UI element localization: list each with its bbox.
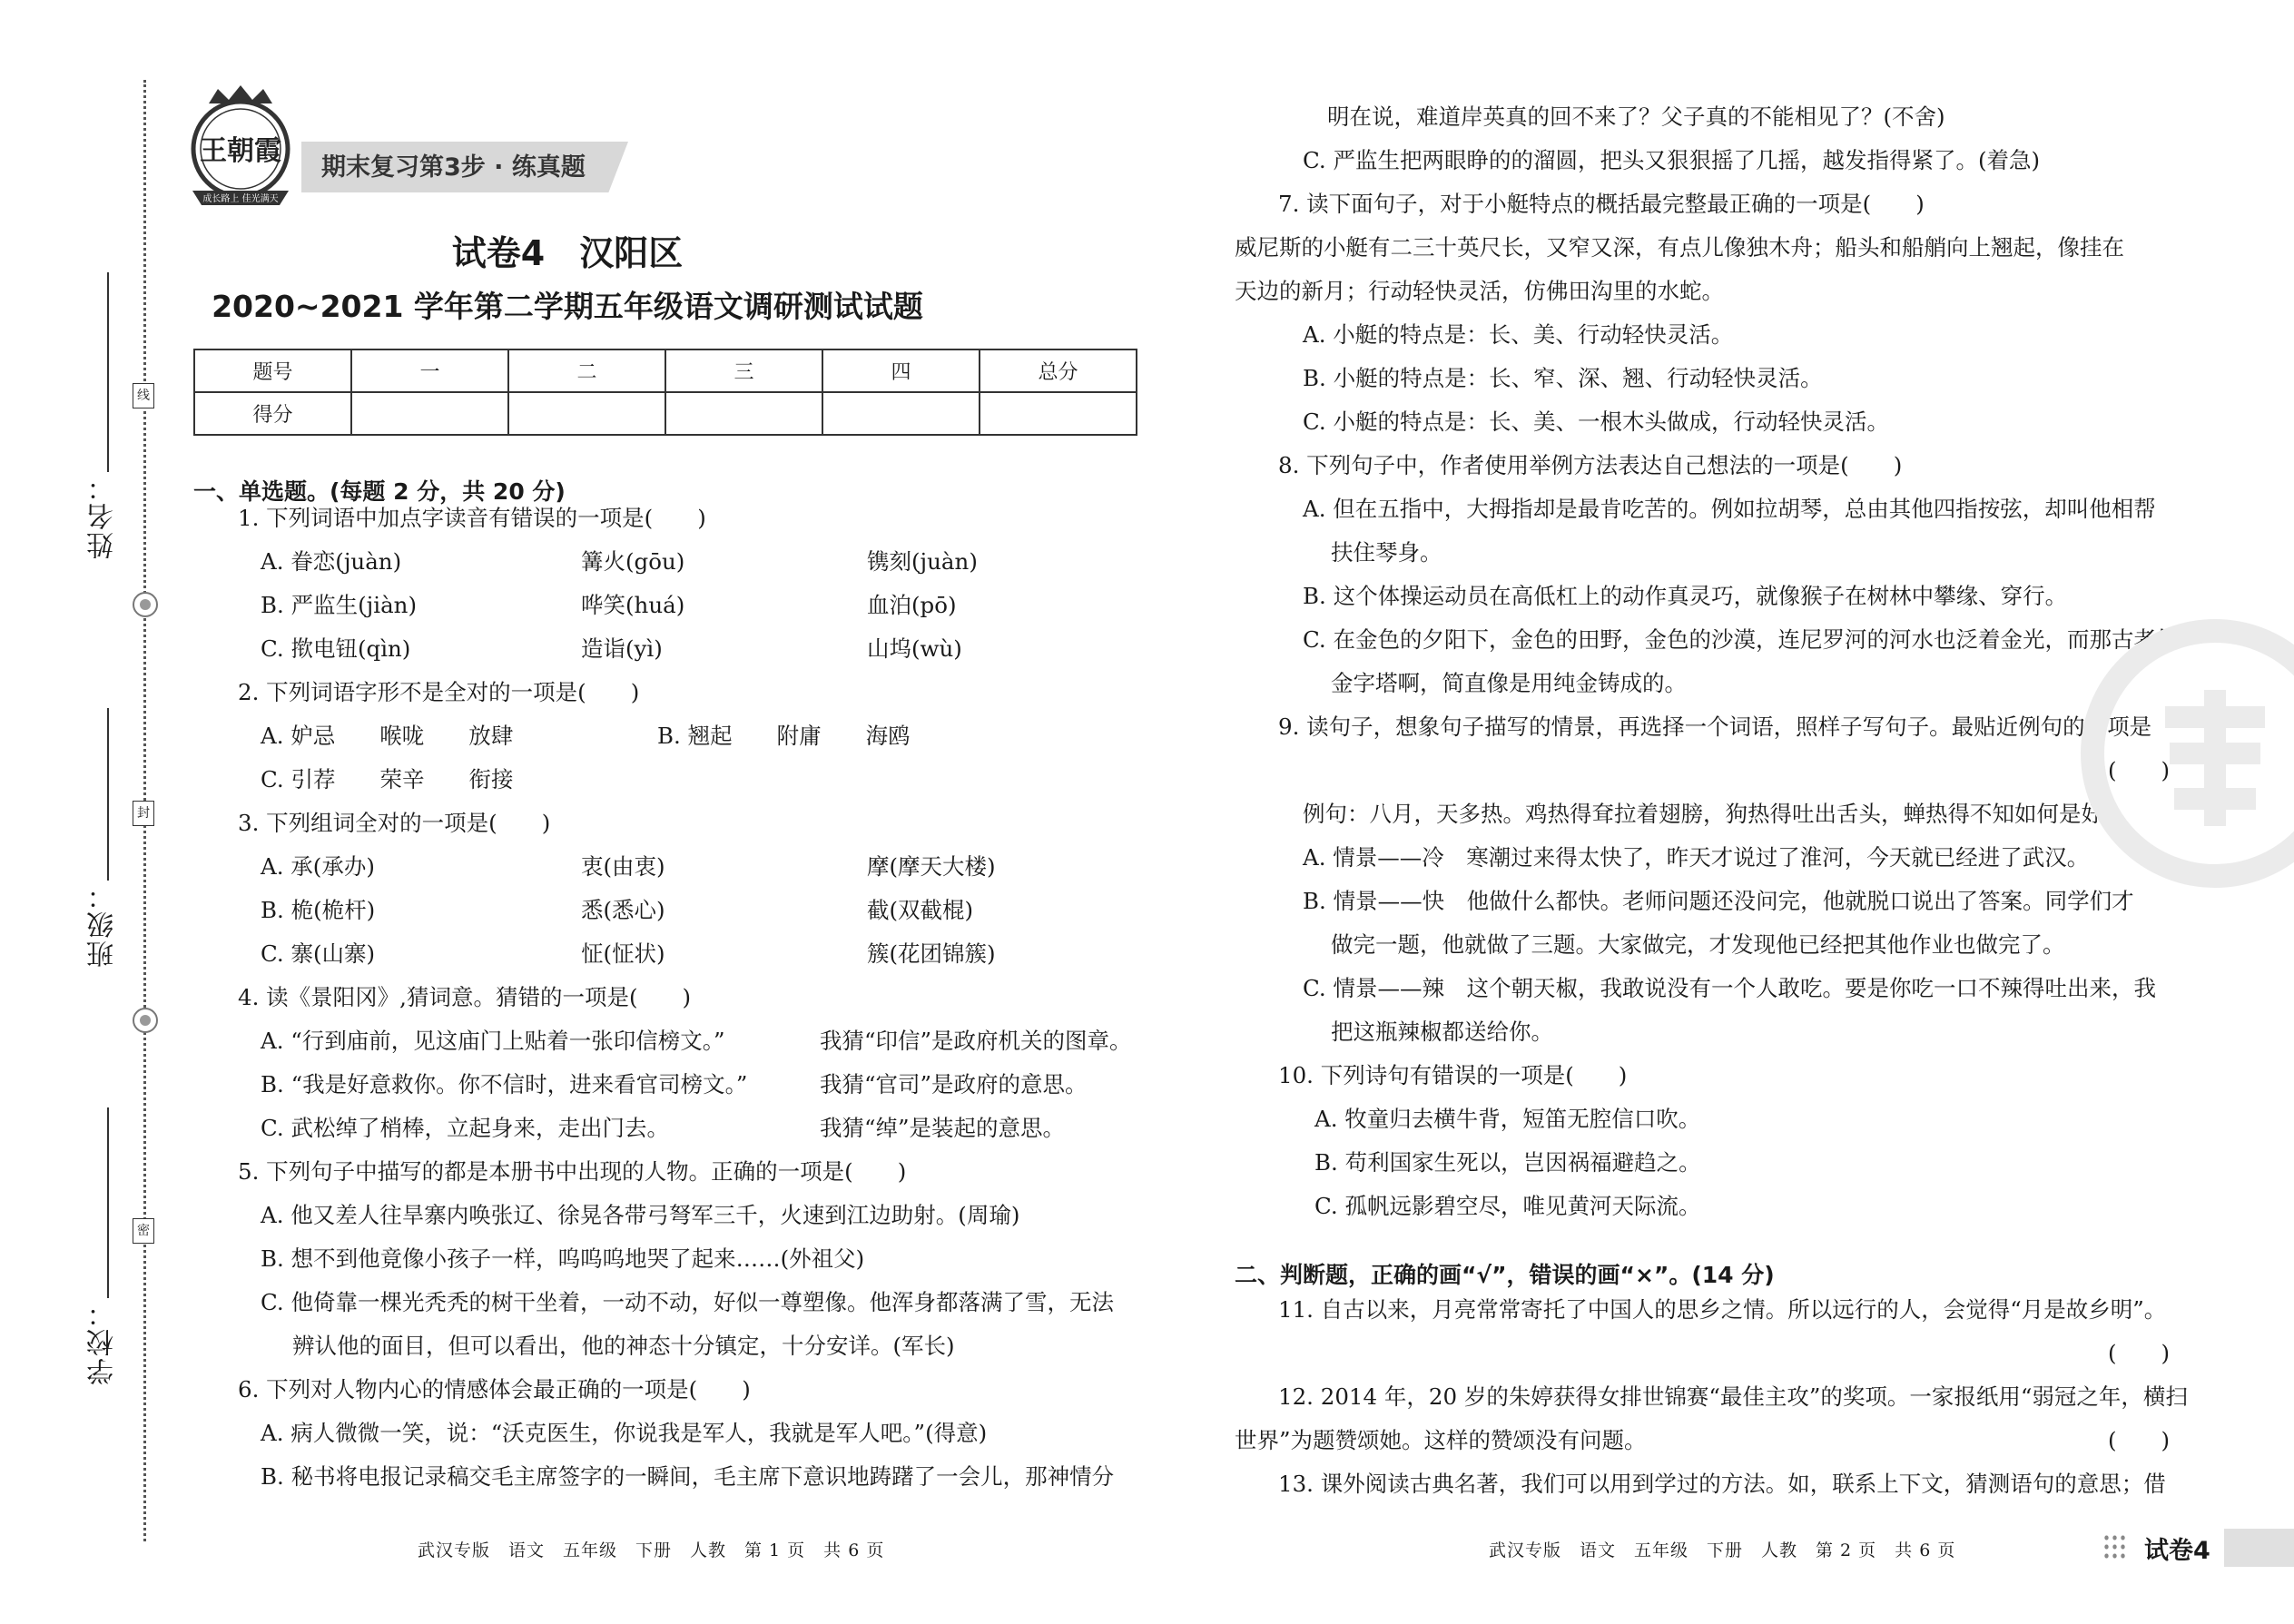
question-text-line: 怔(怔状) [581, 940, 665, 967]
question-text-line: A. 牧童归去横牛背，短笛无腔信口吹。 [1314, 1106, 1701, 1132]
question-text-line: 血泊(pō) [867, 592, 957, 618]
table-cell: 四 [822, 349, 980, 392]
question-text-line: B. 想不到他竟像小孩子一样，呜呜呜地哭了起来……(外祖父) [261, 1245, 865, 1272]
logo-text: 王朝霞 [200, 135, 281, 167]
question-text-line: A. 眷恋(juàn) [261, 548, 402, 575]
question-text-line: 10. 下列诗句有错误的一项是( ) [1278, 1062, 1628, 1088]
question-text-line: 我猜“印信”是政府机关的图章。 [820, 1028, 1132, 1054]
page-footer-left: 武汉专版 语文 五年级 下册 人教 第 1 页 共 6 页 [418, 1540, 885, 1560]
table-cell: 二 [508, 349, 665, 392]
table-row [194, 349, 1137, 392]
table-cell: 一 [351, 349, 508, 392]
question-text-line: A. 情景——冷 寒潮过来得太快了，昨天才说过了淮河，今天就已经进了武汉。 [1303, 844, 2090, 871]
question-text-line: 金字塔啊，简直像是用纯金铸成的。 [1331, 670, 1687, 696]
question-text-line: A. 他又差人往旱寨内唤张辽、徐晃各带弓弩军三千，火速到江边助射。(周瑜) [261, 1202, 1020, 1228]
question-text-line: 明在说，难道岸英真的回不来了？父子真的不能相见了？(不舍) [1327, 103, 1945, 130]
question-text-line: C. 孤帆远影碧空尽，唯见黄河天际流。 [1314, 1193, 1701, 1219]
question-text-line: 簇(花团锦簇) [867, 940, 996, 967]
question-text-line: 篝火(gōu) [581, 548, 685, 575]
question-text-line: C. 揿电钮(qìn) [261, 635, 411, 662]
binding-hole-icon [133, 592, 158, 617]
seal-char-xian: 线 [133, 383, 154, 408]
logo-ribbon-text: 成长路上 佳光满天 [202, 194, 279, 204]
question-text-line: 镌刻(juàn) [867, 548, 978, 575]
binding-hole-icon [133, 1008, 158, 1033]
question-text-line: 13. 课外阅读古典名著，我们可以用到学过的方法。如，联系上下文，猜测语句的意思；借 [1278, 1471, 2166, 1497]
question-text-line: 11. 自古以来，月亮常常寄托了中国人的思乡之情。所以远行的人，会觉得“月是故乡明”。 [1278, 1296, 2167, 1323]
score-cell[interactable] [508, 392, 665, 435]
question-text-line: 截(双截棍) [867, 897, 974, 923]
question-text-line: B. 秘书将电报记录稿交毛主席签字的一瞬间，毛主席下意识地踌躇了一会儿，那神情分 [261, 1463, 1115, 1490]
seal-char-feng: 封 [133, 801, 154, 826]
table-row [194, 392, 1137, 435]
question-text-line: ( ) [2108, 1427, 2171, 1453]
question-text-line: 辨认他的面目，但可以看出，他的神态十分镇定，十分安详。(军长) [292, 1333, 955, 1359]
question-text-line: B. 这个体操运动员在高低杠上的动作真灵巧，就像猴子在树林中攀缘、穿行。 [1303, 583, 2068, 609]
table-cell: 总分 [980, 349, 1137, 392]
question-text-line: 摩(摩天大楼) [867, 853, 996, 880]
question-text-line: 衷(由衷) [581, 853, 665, 880]
score-cell[interactable] [351, 392, 508, 435]
question-text-line: A. 但在五指中，大拇指却是最肯吃苦的。例如拉胡琴，总由其他四指按弦，却叫他相帮 [1303, 496, 2156, 522]
question-text-line: 5. 下列句子中描写的都是本册书中出现的人物。正确的一项是( ) [238, 1158, 907, 1185]
section-heading-1: 一、单选题。(每题 2 分，共 20 分) [193, 478, 566, 505]
question-text-line: 3. 下列组词全对的一项是( ) [238, 810, 551, 836]
question-text-line: 威尼斯的小艇有二三十英尺长，又窄又深，有点儿像独木舟；船头和船艄向上翘起，像挂在 [1235, 234, 2124, 261]
question-text-line: B. 情景——快 他做什么都快。老师问题还没问完，他就脱口说出了答案。同学们才 [1303, 888, 2134, 914]
corner-bar [2224, 1529, 2294, 1567]
question-text-line: 做完一题，他就做了三题。大家做完，才发现他已经把其他作业也做完了。 [1331, 931, 2065, 958]
question-text-line: 把这瓶辣椒都送给你。 [1331, 1019, 1553, 1045]
school-input-line[interactable] [107, 1107, 109, 1298]
school-label: 学校： [87, 1298, 119, 1385]
question-text-line: 1. 下列词语中加点字读音有错误的一项是( ) [238, 505, 706, 531]
question-text-line: ( ) [2108, 757, 2171, 783]
question-text-line: 世界”为题赞颂她。这样的赞颂没有问题。 [1235, 1427, 1647, 1453]
question-text-line: C. 小艇的特点是：长、美、一根木头做成，行动轻快灵活。 [1303, 408, 1889, 435]
question-text-line: C. 他倚靠一棵光秃秃的树干坐着，一动不动，好似一尊塑像。他浑身都落满了雪，无法 [261, 1289, 1114, 1315]
seal-char-mi: 密 [133, 1218, 154, 1244]
question-text-line: B. 严监生(jiàn) [261, 592, 418, 618]
question-text-line: B. “我是好意救你。你不信时，进来看官司榜文。” [261, 1071, 748, 1097]
question-text-line: 4. 读《景阳冈》,猜词意。猜错的一项是( ) [238, 984, 692, 1010]
table-cell: 得分 [194, 392, 351, 435]
class-label: 班级： [87, 881, 119, 968]
page-footer-right: 武汉专版 语文 五年级 下册 人教 第 2 页 共 6 页 [1489, 1540, 1956, 1560]
class-input-line[interactable] [107, 708, 109, 881]
question-text-line: A. 承(承办) [261, 853, 375, 880]
question-text-line: 造诣(yì) [581, 635, 663, 662]
paper-title: 试卷4 汉阳区 [451, 233, 684, 273]
question-text-line: A. 小艇的特点是：长、美、行动轻快灵活。 [1303, 321, 1734, 348]
brand-logo-icon [182, 84, 300, 220]
question-text-line: ( ) [2108, 1340, 2171, 1366]
question-text-line: A. 妒忌 喉咙 放肆 [261, 723, 514, 749]
question-text-line: B. 小艇的特点是：长、窄、深、翘、行动轻快灵活。 [1303, 365, 1823, 391]
question-text-line: A. “行到庙前，见这庙门上贴着一张印信榜文。” [261, 1028, 725, 1054]
question-text-line: 8. 下列句子中，作者使用举例方法表达自己想法的一项是( ) [1278, 452, 1903, 478]
question-text-line: C. 武松绰了梢棒，立起身来，走出门去。 [261, 1115, 669, 1141]
score-cell[interactable] [980, 392, 1137, 435]
score-table [193, 349, 1137, 436]
question-text-line: 2. 下列词语字形不是全对的一项是( ) [238, 679, 640, 705]
question-text-line: 例句：八月，天多热。鸡热得耷拉着翅膀，狗热得吐出舌头，蝉热得不知如何是好。 [1303, 801, 2126, 827]
question-text-line: 山坞(wù) [867, 635, 962, 662]
question-text-line: 扶住琴身。 [1331, 539, 1442, 566]
question-text-line: 哗笑(huá) [581, 592, 685, 618]
question-text-line: 天边的新月；行动轻快灵活，仿佛田沟里的水蛇。 [1235, 278, 1724, 304]
question-text-line: 悉(悉心) [581, 897, 665, 923]
question-text-line: B. 翘起 附庸 海鸥 [657, 723, 911, 749]
question-text-line: 12. 2014 年，20 岁的朱婷获得女排世锦赛“最佳主攻”的奖项。一家报纸用“弱冠之年，横扫 [1278, 1383, 2188, 1410]
question-text-line: 6. 下列对人物内心的情感体会最正确的一项是( ) [238, 1376, 751, 1403]
question-text-line: 我猜“绰”是装起的意思。 [820, 1115, 1066, 1141]
question-text-line: A. 病人微微一笑，说：“沃克医生，你说我是军人，我就是军人吧。”(得意) [261, 1420, 988, 1446]
question-text-line: 7. 读下面句子，对于小艇特点的概括最完整最正确的一项是( ) [1278, 191, 1925, 217]
question-text-line: C. 寨(山寨) [261, 940, 376, 967]
name-label: 姓名： [87, 472, 119, 559]
question-text-line: C. 严监生把两眼睁的的溜圆，把头又狠狠摇了几摇，越发指得紧了。(着急) [1303, 147, 2041, 173]
question-text-line: C. 情景——辣 这个朝天椒，我敢说没有一个人敢吃。要是你吃一口不辣得吐出来，我 [1303, 975, 2156, 1001]
corner-dots-icon [2102, 1533, 2126, 1560]
score-cell[interactable] [665, 392, 822, 435]
score-cell[interactable] [822, 392, 980, 435]
question-text-line: 9. 读句子，想象句子描写的情景，再选择一个词语，照样子写句子。最贴近例句的一项是 [1278, 714, 2152, 740]
table-cell: 题号 [194, 349, 351, 392]
question-text-line: B. 桅(桅杆) [261, 897, 376, 923]
section-heading-2: 二、判断题，正确的画“√”，错误的画“×”。(14 分) [1235, 1262, 1775, 1288]
paper-subtitle: 2020~2021 学年第二学期五年级语文调研测试试题 [212, 289, 923, 324]
question-text-line: C. 在金色的夕阳下，金色的田野，金色的沙漠，连尼罗河的河水也泛着金光，而那古老的 [1303, 626, 2179, 653]
question-text-line: B. 苟利国家生死以，岂因祸福避趋之。 [1314, 1149, 1701, 1176]
paper-number-label: 试卷4 [2144, 1537, 2210, 1565]
question-text-line: 我猜“官司”是政府的意思。 [820, 1071, 1088, 1097]
question-text-line: C. 引荐 荣辛 衔接 [261, 766, 514, 792]
table-cell: 三 [665, 349, 822, 392]
watermark-seal-icon [2079, 617, 2294, 890]
step-banner-text: 期末复习第3步 · 练真题 [321, 153, 586, 182]
